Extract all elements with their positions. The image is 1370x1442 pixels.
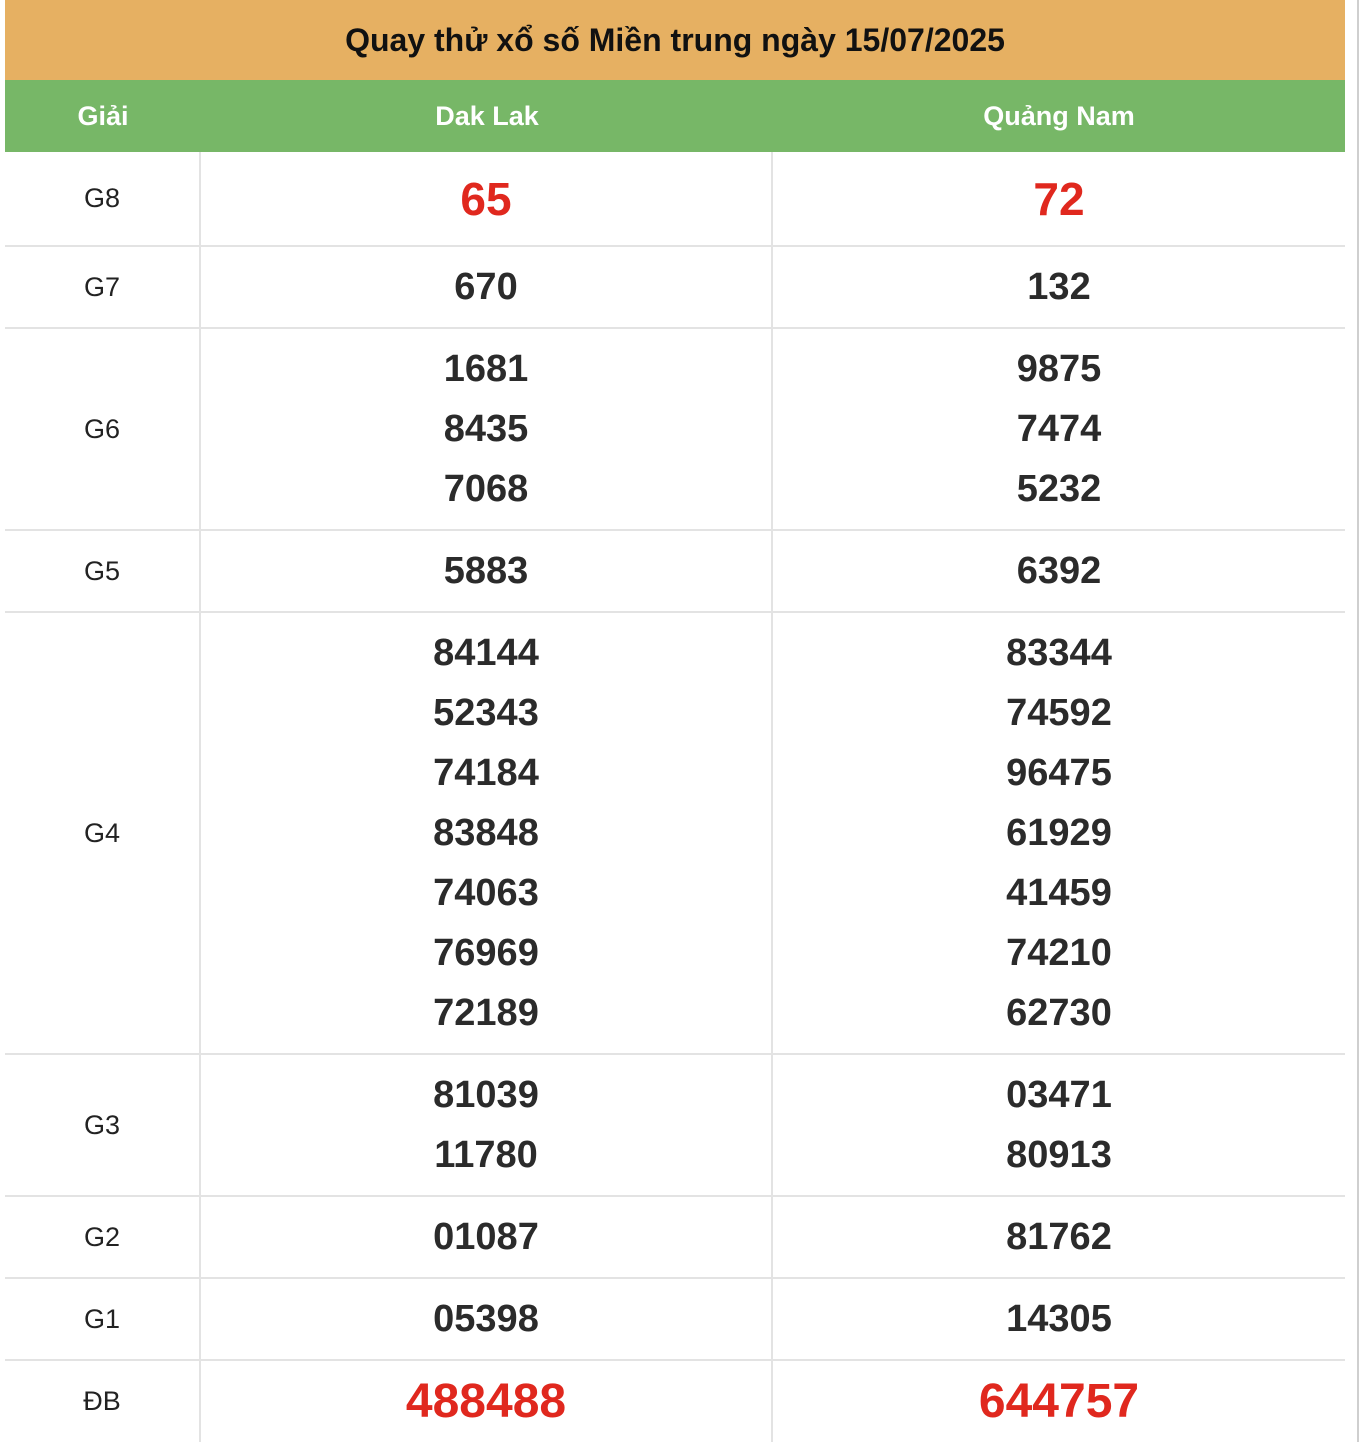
results-table: [5, 0, 1345, 1442]
g6-quang-nam: [773, 329, 1345, 529]
number: 7474: [1016, 408, 1102, 450]
number: 76969: [433, 932, 539, 974]
number: 14305: [1006, 1298, 1112, 1340]
g1-dak-lak: [201, 1279, 773, 1359]
row-db: [5, 1361, 1345, 1442]
g4-dak-lak: [201, 613, 773, 1053]
number: 8435: [443, 408, 529, 450]
row-g6: [5, 329, 1345, 531]
g2-dak-lak: [201, 1197, 773, 1277]
row-g5: [5, 531, 1345, 613]
prize-label-g6: G6: [5, 329, 201, 529]
g6-dak-lak: [201, 329, 773, 529]
number: 65: [460, 172, 512, 225]
number: 11780: [434, 1134, 538, 1176]
number: 5232: [1016, 468, 1102, 510]
number: 01087: [433, 1216, 539, 1258]
prize-label-db: ĐB: [5, 1361, 201, 1442]
number: 5883: [443, 550, 529, 592]
header-dak-lak: Dak Lak: [435, 100, 539, 131]
g7-dak-lak: [201, 247, 773, 327]
row-g3: [5, 1055, 1345, 1197]
g3-dak-lak: [201, 1055, 773, 1195]
number: 62730: [1006, 992, 1112, 1034]
prize-label-g4: G4: [5, 613, 201, 1053]
g3-quang-nam: [773, 1055, 1345, 1195]
number: 74063: [433, 872, 539, 914]
number: 6392: [1016, 550, 1102, 592]
page-right-border: [1357, 0, 1359, 1442]
g4-quang-nam: [773, 613, 1345, 1053]
row-g4: [5, 613, 1345, 1055]
g8-quang-nam: [773, 152, 1345, 245]
page-title: Quay thử xổ số Miền trung ngày 15/07/2025: [5, 0, 1345, 80]
number: 132: [1027, 266, 1091, 308]
prize-label-g7: G7: [5, 247, 201, 327]
row-g7: [5, 247, 1345, 329]
g1-quang-nam: [773, 1279, 1345, 1359]
number: 83344: [1006, 632, 1112, 674]
special-number: 644757: [978, 1374, 1140, 1428]
g5-dak-lak: [201, 531, 773, 611]
g5-quang-nam: [773, 531, 1345, 611]
number: 61929: [1006, 812, 1112, 854]
number: 81039: [433, 1074, 539, 1116]
number: 41459: [1006, 872, 1112, 914]
number: 74184: [433, 752, 539, 794]
number: 7068: [443, 468, 529, 510]
table-header: [5, 80, 1345, 152]
prize-label-g3: G3: [5, 1055, 201, 1195]
number: 1681: [443, 348, 529, 390]
header-giai: Giải: [77, 100, 129, 131]
number: 74210: [1006, 932, 1112, 974]
row-g8: [5, 152, 1345, 247]
prize-label-g8: G8: [5, 152, 201, 245]
number: 03471: [1006, 1074, 1112, 1116]
number: 80913: [1006, 1134, 1112, 1176]
number: 74592: [1006, 692, 1112, 734]
db-quang-nam: [773, 1361, 1345, 1442]
prize-label-g5: G5: [5, 531, 201, 611]
prize-label-g2: G2: [5, 1197, 201, 1277]
number: 52343: [433, 692, 539, 734]
g2-quang-nam: [773, 1197, 1345, 1277]
number: 83848: [433, 812, 539, 854]
g8-dak-lak: [201, 152, 773, 245]
prize-label-g1: G1: [5, 1279, 201, 1359]
db-dak-lak: [201, 1361, 773, 1442]
number: 05398: [433, 1298, 539, 1340]
g7-quang-nam: [773, 247, 1345, 327]
number: 96475: [1006, 752, 1112, 794]
row-g1: [5, 1279, 1345, 1361]
special-number: 488488: [405, 1374, 567, 1428]
number: 670: [454, 266, 518, 308]
number: 72: [1033, 172, 1085, 225]
number: 9875: [1016, 348, 1102, 390]
number: 72189: [433, 992, 539, 1034]
number: 81762: [1006, 1216, 1112, 1258]
row-g2: [5, 1197, 1345, 1279]
header-quang-nam: Quảng Nam: [983, 100, 1135, 131]
number: 84144: [433, 632, 539, 674]
